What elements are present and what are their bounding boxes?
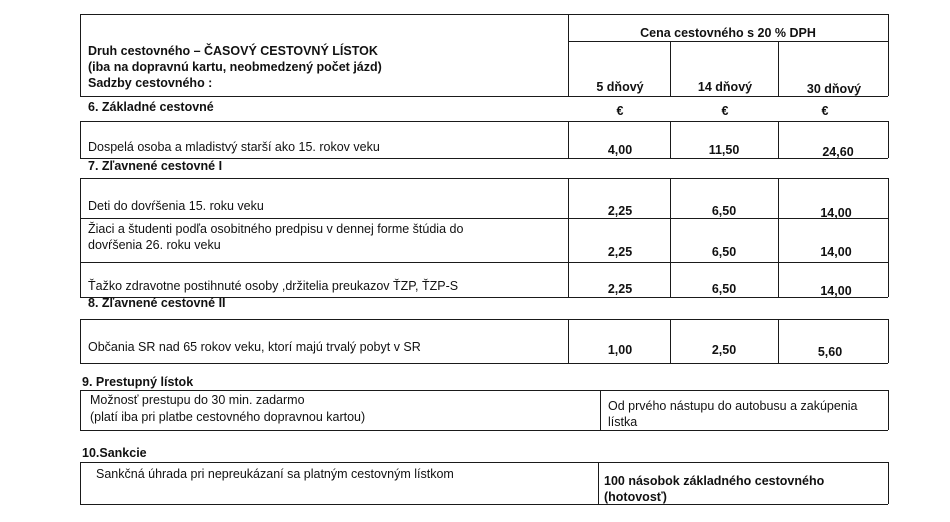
price-5day: 2,25 xyxy=(607,282,633,296)
section-title-transfer: 9. Prestupný lístok xyxy=(82,375,194,389)
currency-symbol: € xyxy=(821,104,829,118)
table-border xyxy=(598,462,599,504)
col-header-14day: 14 dňový xyxy=(697,80,753,94)
table-border xyxy=(888,462,889,504)
table-border xyxy=(80,121,81,158)
table-border xyxy=(80,262,888,263)
table-border xyxy=(778,41,779,96)
transfer-validity: Od prvého nástupu do autobusu a zakúpenia xyxy=(608,399,858,413)
section-title-basic: 6. Základné cestovné xyxy=(88,100,214,114)
row-label-seniors: Občania SR nad 65 rokov veku, ktorí majú trvalý pobyt v SR xyxy=(88,340,421,354)
table-border xyxy=(80,96,888,97)
table-border xyxy=(80,430,888,431)
table-border xyxy=(80,178,888,179)
transfer-rule: Možnosť prestupu do 30 min. zadarmo xyxy=(90,393,305,407)
row-label-students: Žiaci a študenti podľa osobitného predpisu v dennej forme štúdia do xyxy=(88,222,464,236)
table-border xyxy=(80,462,888,463)
table-border xyxy=(888,178,889,297)
table-border xyxy=(568,178,569,297)
row-label-students-cont: dovŕšenia 26. roku veku xyxy=(88,238,221,252)
sanction-description: Sankčná úhrada pri nepreukázaní sa platným cestovným lístkom xyxy=(96,467,454,481)
price-14day: 6,50 xyxy=(711,282,737,296)
table-border xyxy=(80,390,81,430)
row-label-adult: Dospelá osoba a mladistvý starší ako 15. rokov veku xyxy=(88,140,380,154)
row-label-children: Deti do dovŕšenia 15. roku veku xyxy=(88,199,264,213)
price-header: Cena cestovného s 20 % DPH xyxy=(640,26,816,40)
sanction-amount-note: (hotovosť) xyxy=(604,490,667,504)
table-border xyxy=(80,319,81,363)
table-border xyxy=(80,462,81,504)
price-5day: 2,25 xyxy=(607,245,633,259)
col-header-30day: 30 dňový xyxy=(806,82,862,96)
table-border xyxy=(80,504,888,505)
price-30day: 14,00 xyxy=(820,284,852,298)
row-label-disabled: Ťažko zdravotne postihnuté osoby ,držitelia preukazov ŤZP, ŤZP-S xyxy=(88,279,459,293)
table-border xyxy=(80,363,888,364)
sanction-amount: 100 násobok základného cestovného xyxy=(604,474,825,488)
table-border xyxy=(80,14,888,15)
header-title: Druh cestovného – ČASOVÝ CESTOVNÝ LÍSTOK xyxy=(88,44,378,58)
table-border xyxy=(888,390,889,430)
price-30day: 5,60 xyxy=(817,345,843,359)
table-border xyxy=(80,390,888,391)
table-border xyxy=(670,178,671,297)
transfer-validity-cont: lístka xyxy=(608,415,638,429)
table-border xyxy=(778,178,779,297)
price-14day: 2,50 xyxy=(711,343,737,357)
transfer-note: (platí iba pri platbe cestovného dopravnou kartou) xyxy=(90,410,366,424)
table-border xyxy=(568,41,888,42)
section-title-discount-1: 7. Zľavnené cestovné I xyxy=(88,159,223,173)
table-border xyxy=(80,319,888,320)
price-14day: 11,50 xyxy=(708,143,740,157)
price-5day: 1,00 xyxy=(607,343,633,357)
header-subtitle: (iba na dopravnú kartu, neobmedzený počet jázd) xyxy=(88,60,382,74)
table-border xyxy=(888,14,889,96)
col-header-5day: 5 dňový xyxy=(596,80,644,94)
table-border xyxy=(80,14,81,96)
table-border xyxy=(80,121,888,122)
price-30day: 24,60 xyxy=(822,145,854,159)
price-5day: 4,00 xyxy=(607,143,633,157)
price-14day: 6,50 xyxy=(711,204,737,218)
currency-symbol: € xyxy=(721,104,729,118)
price-5day: 2,25 xyxy=(607,204,633,218)
section-title-sanctions: 10.Sankcie xyxy=(82,446,147,460)
table-border xyxy=(80,178,81,297)
table-border xyxy=(670,41,671,96)
currency-symbol: € xyxy=(616,104,624,118)
price-30day: 14,00 xyxy=(820,245,852,259)
price-30day: 14,00 xyxy=(820,206,852,220)
table-border xyxy=(600,390,601,430)
section-title-discount-2: 8. Zľavnené cestovné II xyxy=(88,296,226,310)
price-14day: 6,50 xyxy=(711,245,737,259)
header-rates-label: Sadzby cestovného : xyxy=(88,76,213,90)
